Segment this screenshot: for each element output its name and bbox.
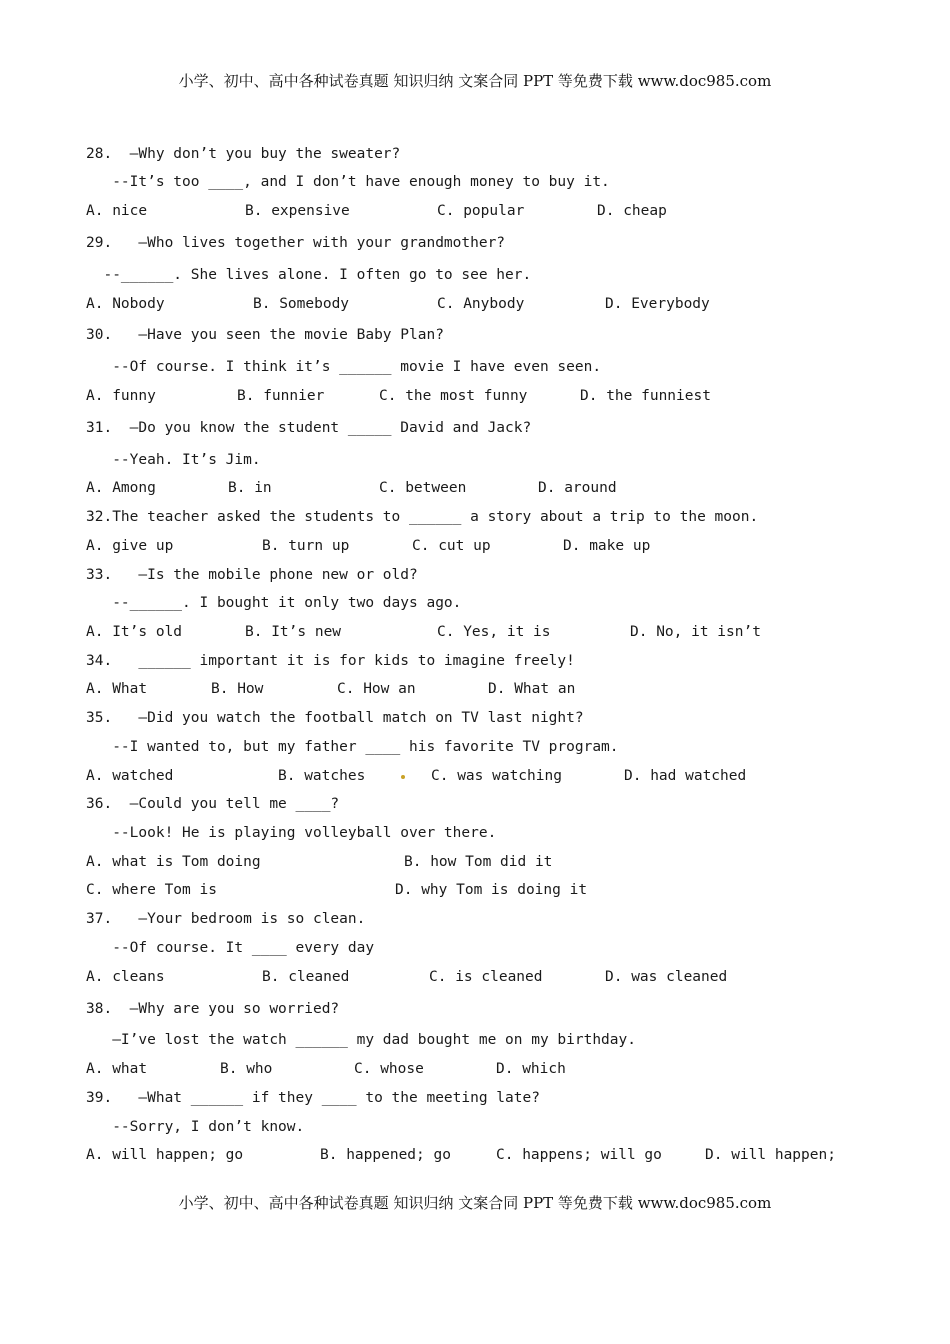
q29-option-b: B. Somebody [253, 296, 350, 312]
q33-option-d: D. No, it isn’t [630, 624, 761, 640]
question-37-stem: 37. –Your bedroom is so clean. [86, 911, 366, 927]
q32-option-a: A. give up [86, 538, 174, 554]
q34-option-a: A. What [86, 681, 148, 697]
q37-option-a: A. cleans [86, 969, 165, 985]
q37-option-d: D. was cleaned [605, 969, 728, 985]
question-39-stem: 39. –What ______ if they ____ to the meeting late? [86, 1090, 540, 1106]
question-30-reply: --Of course. I think it’s ______ movie I have even seen. [86, 359, 602, 375]
q28-option-b: B. expensive [245, 203, 350, 219]
q35-option-d: D. had watched [624, 768, 747, 784]
q36-option-c: C. where Tom is [86, 882, 217, 898]
q38-option-c: C. whose [354, 1061, 424, 1077]
question-33-reply: --______. I bought it only two days ago. [86, 595, 462, 611]
page-header: 小学、初中、高中各种试卷真题 知识归纳 文案合同 PPT 等免费下载 www.doc985.com [178, 72, 772, 90]
question-35-reply: --I wanted to, but my father ____ his favorite TV program. [86, 739, 619, 755]
q32-option-b: B. turn up [262, 538, 350, 554]
question-39-reply: --Sorry, I don’t know. [86, 1119, 305, 1135]
page-footer: 小学、初中、高中各种试卷真题 知识归纳 文案合同 PPT 等免费下载 www.doc985.com [178, 1194, 772, 1212]
question-37-reply: --Of course. It ____ every day [86, 940, 375, 956]
question-29-reply: --______. She lives alone. I often go to see her. [86, 267, 532, 283]
q37-option-b: B. cleaned [262, 969, 350, 985]
q31-option-c: C. between [379, 480, 467, 496]
q36-option-d: D. why Tom is doing it [395, 882, 588, 898]
question-31-stem: 31. –Do you know the student _____ David and Jack? [86, 420, 532, 436]
q36-option-a: A. what is Tom doing [86, 854, 261, 870]
q39-option-b: B. happened; go [320, 1147, 451, 1163]
q35-option-c: C. was watching [431, 768, 562, 784]
q39-option-c: C. happens; will go [496, 1147, 662, 1163]
q35-option-b: B. watches [278, 768, 366, 784]
q30-option-d: D. the funniest [580, 388, 711, 404]
q34-option-c: C. How an [337, 681, 416, 697]
q34-option-d: D. What an [488, 681, 576, 697]
q31-option-a: A. Among [86, 480, 156, 496]
q30-option-b: B. funnier [237, 388, 325, 404]
q36-option-b: B. how Tom did it [404, 854, 553, 870]
q33-option-a: A. It’s old [86, 624, 183, 640]
question-32-stem: 32.The teacher asked the students to ______ a story about a trip to the moon. [86, 509, 759, 525]
q32-option-c: C. cut up [412, 538, 491, 554]
question-38-reply: –I’ve lost the watch ______ my dad bought me on my birthday. [86, 1032, 636, 1048]
question-29-stem: 29. –Who lives together with your grandmother? [86, 235, 506, 251]
q38-option-a: A. what [86, 1061, 148, 1077]
question-38-stem: 38. –Why are you so worried? [86, 1001, 340, 1017]
stray-dot [401, 775, 405, 779]
question-33-stem: 33. –Is the mobile phone new or old? [86, 567, 418, 583]
q28-option-a: A. nice [86, 203, 148, 219]
q34-option-b: B. How [211, 681, 264, 697]
question-30-stem: 30. –Have you seen the movie Baby Plan? [86, 327, 444, 343]
q28-option-d: D. cheap [597, 203, 667, 219]
q32-option-d: D. make up [563, 538, 651, 554]
q35-option-a: A. watched [86, 768, 174, 784]
q38-option-d: D. which [496, 1061, 566, 1077]
question-35-stem: 35. –Did you watch the football match on TV last night? [86, 710, 584, 726]
question-28-stem: 28. –Why don’t you buy the sweater? [86, 146, 401, 162]
question-36-reply: --Look! He is playing volleyball over there. [86, 825, 497, 841]
q39-option-d: D. will happen; [705, 1147, 836, 1163]
question-28-reply: --It’s too ____, and I don’t have enough money to buy it. [86, 174, 610, 190]
q29-option-a: A. Nobody [86, 296, 165, 312]
q39-option-a: A. will happen; go [86, 1147, 244, 1163]
q37-option-c: C. is cleaned [429, 969, 543, 985]
q30-option-a: A. funny [86, 388, 156, 404]
question-31-reply: --Yeah. It’s Jim. [86, 452, 261, 468]
q31-option-b: B. in [228, 480, 272, 496]
q31-option-d: D. around [538, 480, 617, 496]
question-34-stem: 34. ______ important it is for kids to imagine freely! [86, 653, 575, 669]
question-36-stem: 36. –Could you tell me ____? [86, 796, 340, 812]
q33-option-b: B. It’s new [245, 624, 342, 640]
q38-option-b: B. who [220, 1061, 273, 1077]
q28-option-c: C. popular [437, 203, 525, 219]
q29-option-c: C. Anybody [437, 296, 525, 312]
q33-option-c: C. Yes, it is [437, 624, 551, 640]
q29-option-d: D. Everybody [605, 296, 710, 312]
q30-option-c: C. the most funny [379, 388, 528, 404]
